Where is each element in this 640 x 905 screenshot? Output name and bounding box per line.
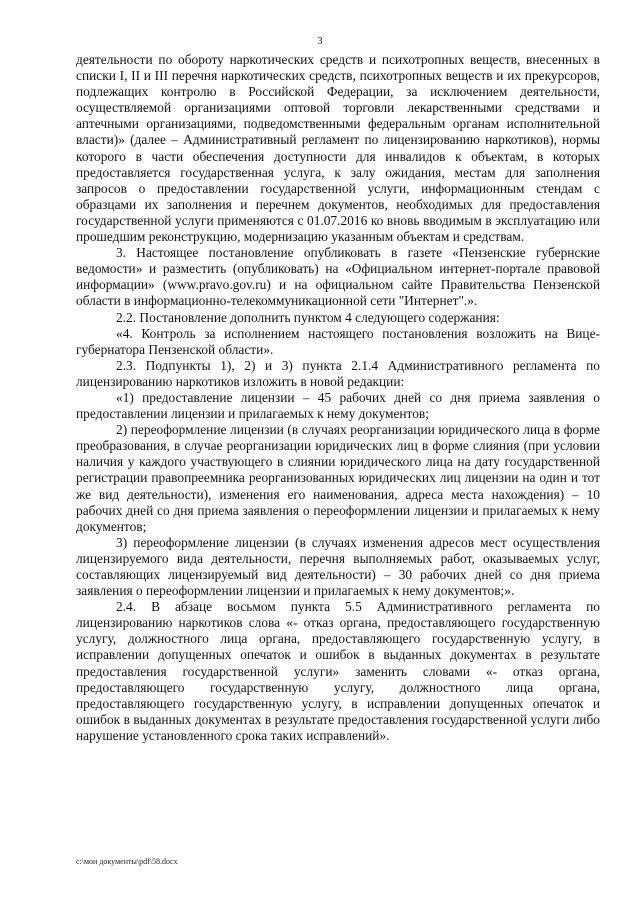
- file-path-footer: c:\мои документы\pdf\58.docx: [76, 857, 178, 866]
- paragraph-2-2-heading: 2.2. Постановление дополнить пунктом 4 следующего содержания:: [116, 309, 500, 325]
- paragraph-continuation: деятельности по обороту наркотических средств и психотропных веществ, внесенных в списки I, II и III перечня наркотических средств, психотропных веществ и их прекурсоров, подлежащих контролю в Российской Федерации, за исключением деятельности, осуществляемой организациями оптовой торговли лекарственными средствами и аптечными организациями, подведомственными федеральным органам исполнительной власти)» (далее – Административный регламент по лицензированию наркотиков), нормы которого в части обеспечения доступности для инвалидов к объектам, в которых предоставляется государственная услуга, к залу ожидания, местам для заполнения запросов о предоставлении государственной услуги, информационным стендам с образцами их заполнения и перечнем документов, необходимых для предоставления государственной услуги применяются с 01.07.2016 ко вновь вводимым в эксплуатацию или прошедшим реконструкцию, модернизацию указанным объектам и средствам.: [76, 52, 600, 245]
- paragraph-2-3-heading: 2.3. Подпункты 1), 2) и 3) пункта 2.1.4 Административного регламента по лицензированию наркотиков изложить в новой редакции:: [76, 357, 600, 389]
- paragraph-item-4-control: «4. Контроль за исполнением настоящего постановления возложить на Вице-губернатора Пензенской области».: [76, 325, 600, 357]
- document-body: [76, 52, 600, 744]
- paragraph-item-3-publication: 3. Настоящее постановление опубликовать в газете «Пензенские губернские ведомости» и разместить (опубликовать) на «Официальном интернет-портале правовой информации» (www.pravo.gov.ru) и на официальном сайте Правительства Пензенской области в информационно-телекоммуникационной сети "Интернет".».: [76, 245, 600, 309]
- paragraph-subitem-3: 3) переоформление лицензии (в случаях изменения адресов мест осуществления лицензируемого вида деятельности, перечня выполняемых работ, оказываемых услуг, составляющих лицензируемый вид деятельности) – 30 рабочих дней со дня приема заявления о переоформлении лицензии и прилагаемых к нему документов;».: [76, 534, 600, 599]
- paragraph-subitem-1: «1) предоставление лицензии – 45 рабочих дней со дня приема заявления о предоставлении лицензии и прилагаемых к нему документов;: [76, 389, 600, 422]
- paragraph-2-4: 2.4. В абзаце восьмом пункта 5.5 Административного регламента по лицензированию наркотиков слова «- отказ органа, предоставляющего государственную услугу, должностного лица органа, предоставляющего государственную услугу, в исправлении допущенных опечаток и ошибок в выданных документах в результате предоставления государственной услуги» заменить словами «- отказ органа, предоставляющего государственную услугу, должностного лица органа, предоставляющего государственную услугу, в исправлении допущенных опечаток и ошибок в выданных документах в результате предоставления государственной услуги либо нарушение установленного срока таких исправлений».: [76, 599, 600, 743]
- paragraph-subitem-2: 2) переоформление лицензии (в случаях реорганизации юридического лица в форме преобразования, в случае реорганизации юридических лиц в форме слияния (при условии наличия у каждого участвующего в слиянии юридического лица на дату государственной регистрации правопреемника реорганизованных юридических лиц лицензии на один и тот же вид деятельности), изменения его наименования, адреса места нахождения) – 10 рабочих дней со дня приема заявления о переоформлении лицензии и прилагаемых к нему документов;: [76, 422, 600, 534]
- page-number: 3: [317, 36, 323, 47]
